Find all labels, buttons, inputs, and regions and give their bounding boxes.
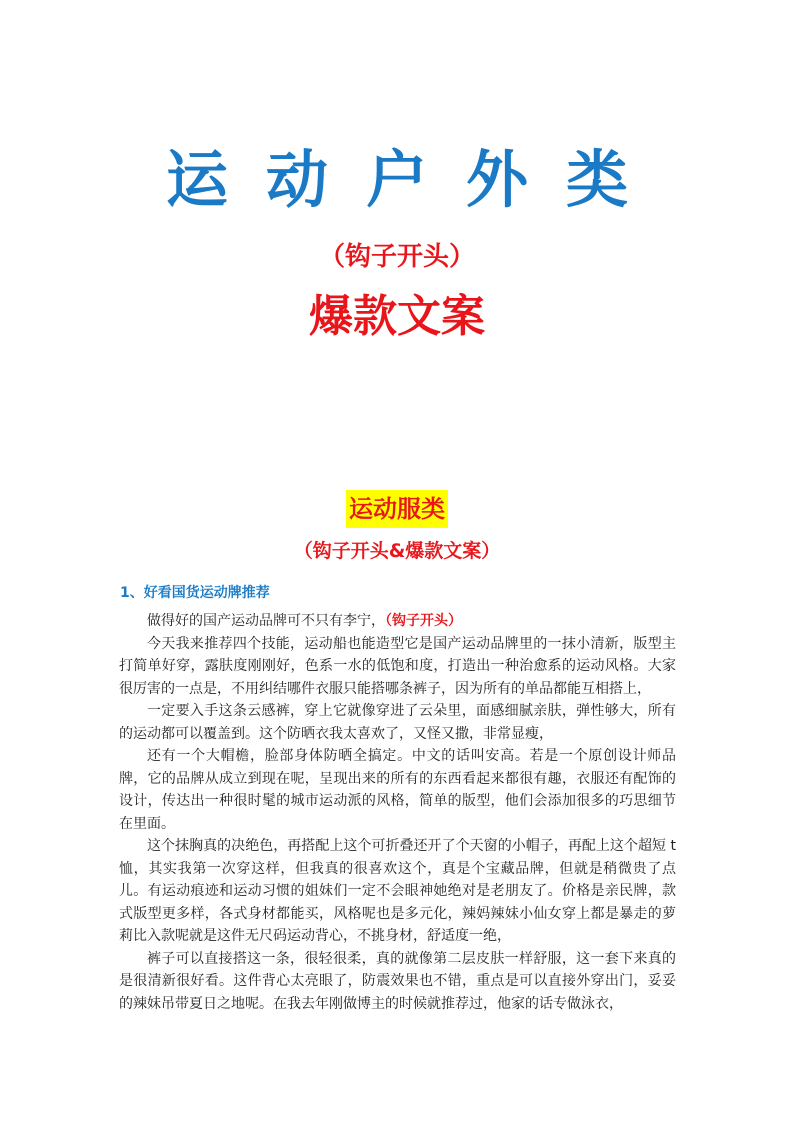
body-text: [119, 610, 676, 1015]
hook-label: （钩子开头）: [318, 242, 475, 272]
body-paragraph: 今天我来推荐四个技能，运动船也能造型它是国产运动品牌里的一抹小清新，版型主打简单好穿，露肤度刚刚好，色系一水的低饱和度，打造出一种治愈系的运动风格。大家很厉害的一点是，不用纠结哪件衣服只能搭哪条裤子，因为所有的单品都能互相搭上，: [119, 635, 676, 697]
body-paragraph: 这个抹胸真的决绝色，再搭配上这个可折叠还开了个天窗的小帽子，再配上这个超短 t 恤，其实我第一次穿这样，但我真的很喜欢这个，真是个宝藏品牌，但就是稍微贵了点儿。有运动痕迹和运动习惯的姐妹们一定不会眼神她绝对是老朋友了。价格是亲民牌，款式版型更多样，各式身材都能买，风格呢也是多元化，辣妈辣妹小仙女穿上都是暴走的萝莉比入款呢就是这件无尺码运动背心，不挑身材，舒适度一绝，: [119, 838, 676, 944]
body-paragraph: 裤子可以直接搭这一条，很轻很柔，真的就像第二层皮肤一样舒服，这一套下来真的是很清新很好看。这件背心太亮眼了，防震效果也不错，重点是可以直接外穿出门，妥妥的辣妹吊带夏日之地呢。在我去年刚做博主的时候就推荐过，他家的话专做泳衣，: [119, 950, 676, 1012]
main-title: 运动户外类: [165, 143, 666, 216]
subtitle: 爆款文案: [309, 291, 485, 342]
section-subtitle: （钩子开头&爆款文案）: [293, 540, 501, 562]
body-paragraph: 一定要入手这条云感裤，穿上它就像穿进了云朵里，面感细腻亲肤，弹性够大，所有的运动都可以覆盖到。这个防晒衣我太喜欢了，又怪又撒，非常显瘦，: [119, 703, 676, 742]
body-paragraph: 还有一个大帽檐，脸部身体防晒全搞定。中文的话叫安高。若是一个原创设计师品牌，它的品牌从成立到现在呢，呈现出来的所有的东西看起来都很有趣，衣服还有配饰的设计，传达出一种很时髦的城市运动派的风格，简单的版型，他们会添加很多的巧思细节在里面。: [119, 748, 676, 832]
intro-hook: （钩子开头）: [385, 613, 462, 629]
section-header: [0, 490, 794, 528]
intro-paragraph: [119, 610, 676, 633]
intro-text: 做得好的国产运动品牌可不只有李宁，: [147, 613, 385, 629]
section-title: 运动服类: [346, 490, 448, 528]
item-heading: 1、好看国货运动牌推荐: [120, 585, 270, 601]
